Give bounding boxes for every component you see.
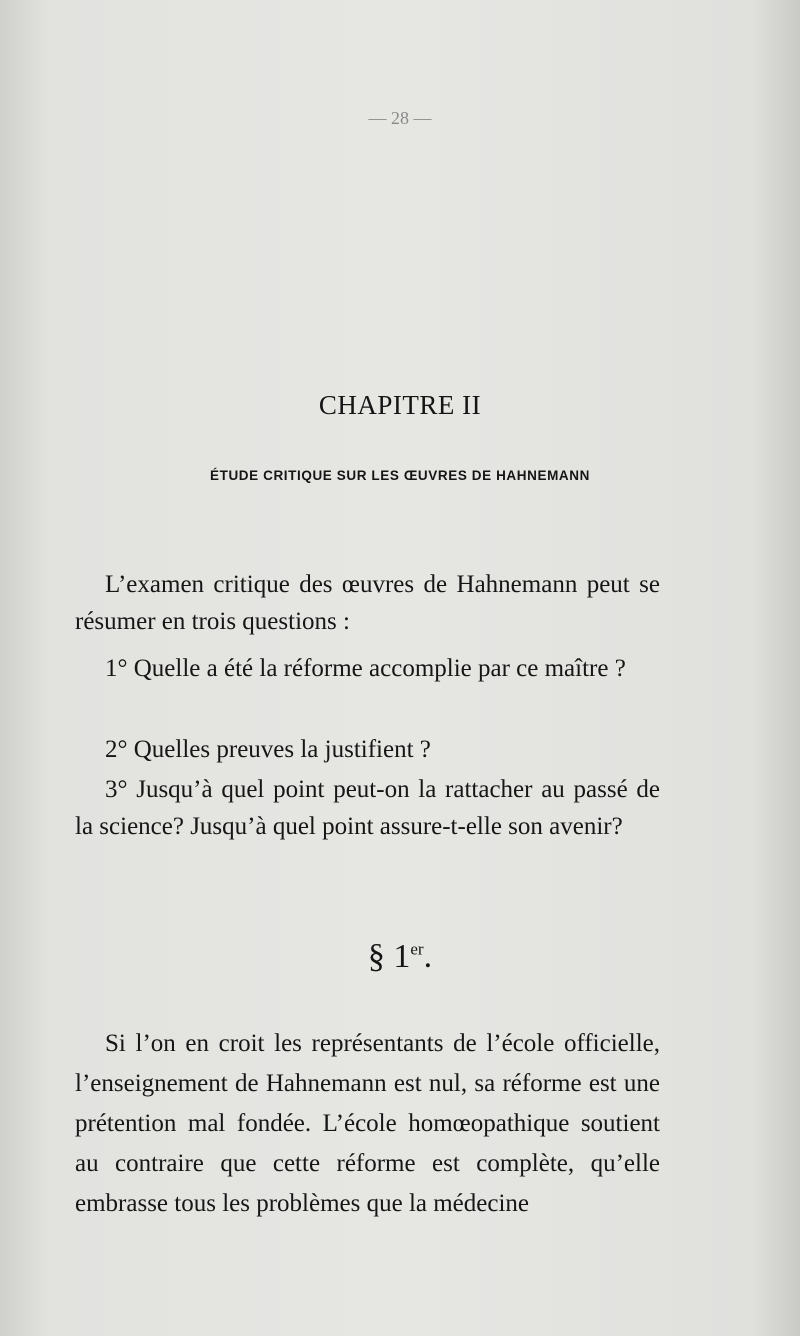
chapter-title: CHAPITRE II [318,390,482,420]
question-1-text: 1° Quelle a été la réforme accomplie par ce maître ? [105,655,626,682]
page-number: — 28 — [368,108,432,128]
section-mark-period: . [423,938,433,975]
question-3 [75,771,660,851]
chapter-subtitle: ÉTUDE CRITIQUE SUR LES ŒUVRES DE HAHNEMANN [210,468,590,483]
question-2 [75,731,660,774]
section-paragraph [75,1024,660,1230]
intro-text: L’examen critique des œuvres de Hahnemann peut se résumer en trois questions : [75,571,660,635]
section-mark-text: § 1 [367,938,411,975]
question-2-text: 2° Quelles preuves la justifient ? [105,736,431,763]
section-heading [0,938,800,976]
intro-paragraph [75,566,660,646]
question-1 [75,650,660,693]
question-3-text: 3° Jusqu’à quel point peut-on la rattacher au passé de la science? Jusqu’à quel point assure-t-elle son avenir? [75,776,660,840]
section-mark-sup: er [410,939,424,959]
section-paragraph-text: Si l’on en croit les représentants de l’école officielle, l’enseignement de Hahnemann est nul, sa réforme est une prétention mal fondée. L’école homœopathique soutient au contraire que cette réforme est complète, qu’elle embrasse tous les problèmes que la médecine [75,1030,660,1217]
